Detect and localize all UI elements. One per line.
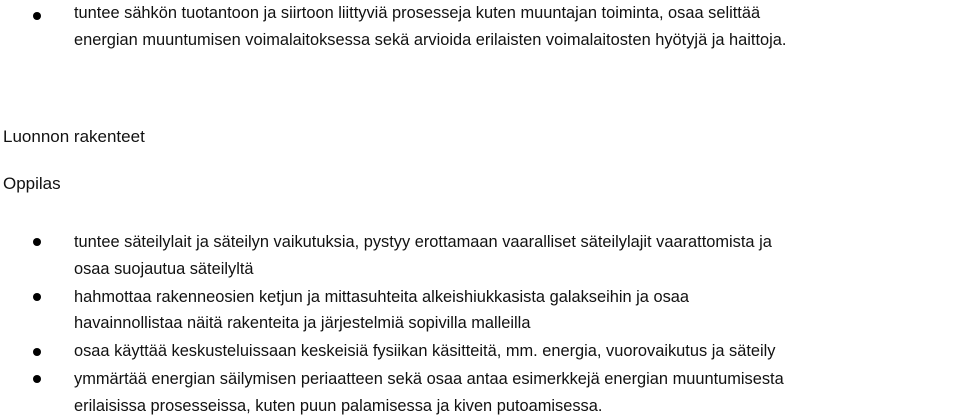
list-item-line: erilaisissa prosesseissa, kuten puun palamisessa ja kiven putoamisessa. bbox=[74, 397, 603, 415]
bullet-icon bbox=[33, 375, 41, 383]
bullet-icon bbox=[33, 348, 41, 356]
list-item-line: tuntee sähkön tuotantoon ja siirtoon liittyviä prosesseja kuten muuntajan toiminta, osaa selittää bbox=[74, 4, 761, 22]
list-item-line: tuntee säteilylait ja säteilyn vaikutuksia, pystyy erottamaan vaaralliset säteilylajit vaarattomista ja bbox=[74, 233, 772, 251]
section-subtitle: Oppilas bbox=[3, 174, 61, 193]
bullet-icon bbox=[33, 12, 41, 20]
list-item-line: hahmottaa rakenneosien ketjun ja mittasuhteita alkeishiukkasista galakseihin ja osaa bbox=[74, 288, 690, 306]
list-item-line: osaa suojautua säteilyltä bbox=[74, 260, 254, 278]
list-item-line: osaa käyttää keskusteluissaan keskeisiä fysiikan käsitteitä, mm. energia, vuorovaikutus ja säteily bbox=[74, 342, 776, 360]
section-title: Luonnon rakenteet bbox=[3, 127, 145, 146]
bullet-icon bbox=[33, 293, 41, 301]
list-item-line: havainnollistaa näitä rakenteita ja järjestelmiä sopivilla malleilla bbox=[74, 314, 531, 332]
bullet-icon bbox=[33, 238, 41, 246]
list-item-line: ymmärtää energian säilymisen periaatteen sekä osaa antaa esimerkkejä energian muuntumisesta bbox=[74, 370, 784, 388]
list-item-line: energian muuntumisen voimalaitoksessa sekä arvioida erilaisten voimalaitosten hyötyjä ja haittoja. bbox=[74, 31, 787, 49]
